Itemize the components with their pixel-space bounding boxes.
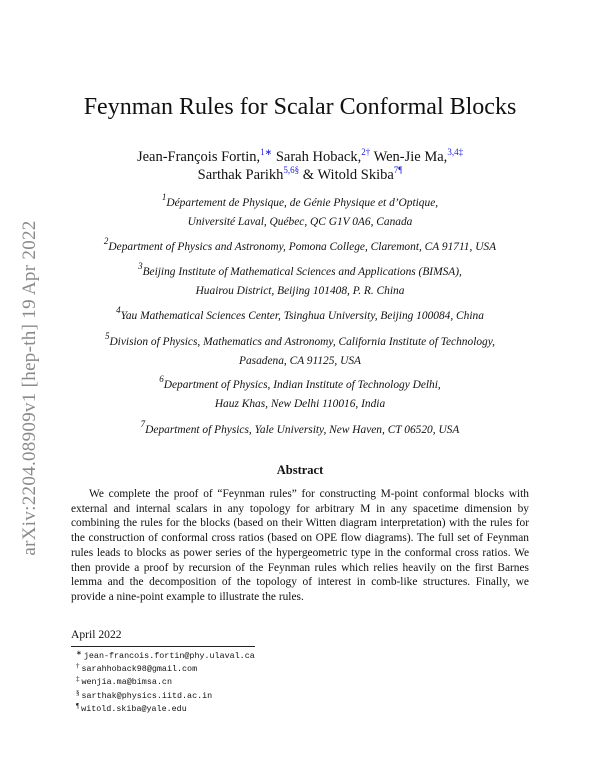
author-fortin-sup[interactable]: 1∗ [260, 147, 273, 157]
affiliation-6-sup: 6 [159, 374, 164, 384]
email-ma[interactable]: wenjia.ma@bimsa.cn [81, 677, 172, 688]
affiliation-7-sup: 7 [140, 419, 146, 429]
affiliation-4 [40, 307, 560, 326]
author-parikh-sup[interactable]: 5,6§ [283, 165, 300, 175]
affiliation-5-line1: Division of Physics, Mathematics and Astronomy, California Institute of Technology, [109, 336, 496, 348]
author-skiba: Witold Skiba [317, 167, 394, 183]
affiliation-3-line1: Beijing Institute of Mathematical Sciences and Applications (BIMSA), [142, 266, 462, 278]
author-parikh: Sarthak Parikh [197, 167, 284, 183]
email-parikh[interactable]: sarthak@physics.iitd.ac.in [81, 690, 213, 701]
footnote-emails [76, 649, 255, 716]
affiliation-4-line1: Yau Mathematical Sciences Center, Tsinghua University, Beijing 100084, China [120, 310, 484, 322]
author-fortin: Jean-François Fortin, [136, 149, 261, 165]
affiliation-5-sup: 5 [104, 331, 110, 341]
email-ma-sup: ‡ [76, 675, 80, 684]
affiliation-7-line1: Department of Physics, Yale University, New Haven, CT 06520, USA [145, 424, 460, 436]
affiliation-2-sup: 2 [103, 236, 109, 246]
author-ma: Wen-Jie Ma, [373, 149, 448, 165]
email-skiba[interactable]: witold.skiba@yale.edu [81, 703, 187, 714]
affiliation-2 [40, 238, 560, 257]
author-line-2 [0, 166, 600, 184]
affiliation-2-line1: Department of Physics and Astronomy, Pomona College, Claremont, CA 91711, USA [108, 241, 497, 253]
affiliation-6 [60, 376, 540, 414]
affiliation-1-sup: 1 [161, 192, 167, 202]
email-fortin-row [76, 649, 255, 663]
email-parikh-row [76, 688, 255, 703]
email-skiba-sup: ¶ [76, 701, 80, 710]
abstract-heading: Abstract [276, 463, 324, 477]
email-hoback-row [76, 662, 255, 676]
affiliation-1 [60, 194, 540, 232]
email-fortin-sup: ∗ [76, 649, 82, 657]
affiliation-5-line2: Pasadena, CA 91125, USA [238, 355, 362, 367]
email-ma-row [76, 675, 255, 689]
paper-title: Feynman Rules for Scalar Conformal Blocks [83, 94, 517, 120]
footnote-divider [71, 646, 255, 647]
publication-date: April 2022 [71, 628, 122, 641]
affiliation-3 [60, 263, 540, 301]
affiliation-1-line2: Université Laval, Québec, QC G1V 0A6, Canada [187, 216, 413, 228]
author-ampersand: & [302, 167, 315, 183]
affiliation-3-sup: 3 [138, 261, 143, 271]
author-skiba-sup[interactable]: 7¶ [393, 165, 403, 175]
author-hoback-sup[interactable]: 2† [361, 147, 371, 157]
email-hoback-sup: † [76, 662, 80, 671]
affiliation-6-line1: Department of Physics, Indian Institute of Technology Delhi, [163, 379, 441, 391]
affiliation-3-line2: Huairou District, Beijing 101408, P. R. China [195, 285, 405, 297]
email-hoback[interactable]: sarahhoback98@gmail.com [81, 664, 198, 675]
email-skiba-row [76, 701, 255, 716]
email-parikh-sup: § [76, 688, 80, 697]
affiliation-6-line2: Hauz Khas, New Delhi 110016, India [214, 398, 386, 410]
abstract-text: We complete the proof of “Feynman rules” for constructing M-point conformal blocks with external and internal scalars in any topology for arbitrary M in any spacetime dimension by combining the rules for the blocks (based on their Witten diagram interpretation) with the rules for the construction of conformal cross ratios (based on OPE flow diagrams). The full set of Feynman rules leads to blocks as power series of the hypergeometric type in the conformal cross ratios. We then provide a proof by recursion of the Feynman rules which relies heavily on the first Barnes lemma and the decomposition of the topology of interest in comb-like structures. Finally, we provide a nine-point example to illustrate the rules. [71, 488, 529, 603]
author-line-1 [0, 148, 600, 166]
email-fortin[interactable]: jean-francois.fortin@phy.ulaval.ca [83, 651, 255, 661]
affiliation-1-line1: Département de Physique, de Génie Physique et d’Optique, [166, 197, 439, 209]
affiliation-5 [40, 333, 560, 371]
arxiv-identifier: arXiv:2204.08909v1 [hep-th] 19 Apr 2022 [19, 220, 40, 556]
affiliation-4-sup: 4 [116, 305, 121, 315]
author-ma-sup[interactable]: 3,4‡ [447, 147, 464, 157]
author-hoback: Sarah Hoback, [275, 149, 362, 165]
affiliation-7 [60, 421, 540, 440]
